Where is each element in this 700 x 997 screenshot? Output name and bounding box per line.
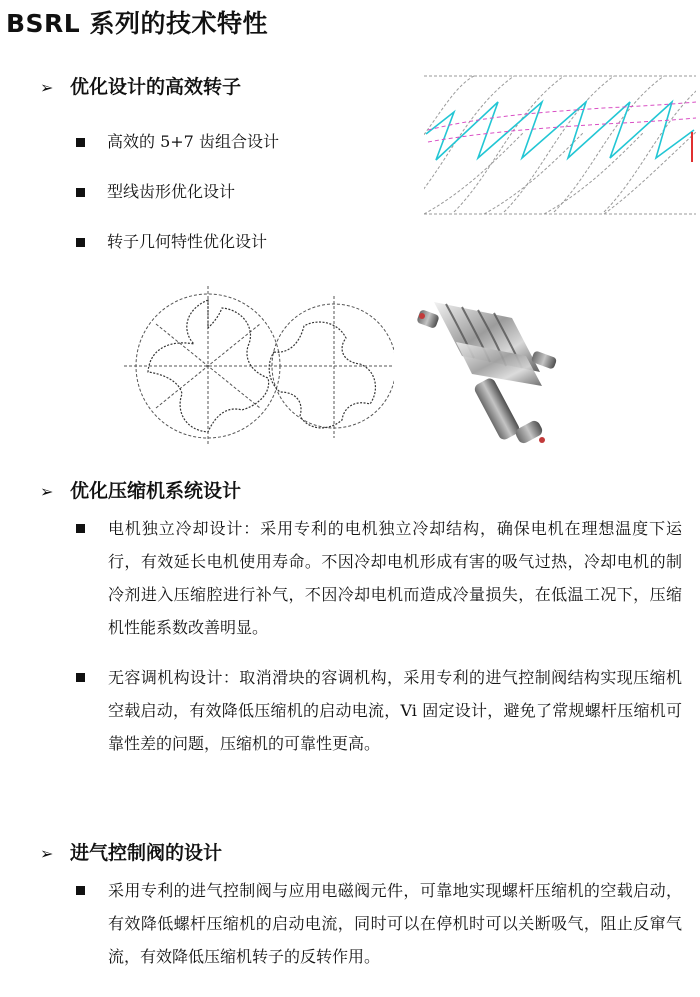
screw-rotor-photo	[416, 282, 562, 454]
square-bullet-icon	[76, 524, 85, 533]
square-bullet-icon	[76, 673, 85, 682]
paragraph-motor-cooling: 电机独立冷却设计：采用专利的电机独立冷却结构，确保电机在理想温度下运行，有效延长电机使用寿命。不因冷却电机形成有害的吸气过热，冷却电机的制冷剂进入压缩腔进行补气，不因冷却电机而造成冷量损失，在低温工况下，压缩机性能系数改善明显。	[76, 512, 682, 644]
arrow-bullet-icon: ➢	[40, 844, 54, 863]
rotor-helix-figure	[424, 72, 696, 218]
square-bullet-icon	[76, 886, 85, 895]
page-title: BSRL 系列的技术特性	[6, 9, 268, 38]
square-bullet-icon	[76, 238, 85, 247]
paragraph-intake-valve: 采用专利的进气控制阀与应用电磁阀元件，可靠地实现螺杆压缩机的空载启动，有效降低螺杆压缩机的启动电流，同时可以在停机时可以关断吸气，阻止反窜气流，有效降低压缩机转子的反转作用。	[76, 874, 682, 973]
paragraph-no-capacity-regulation: 无容调机构设计：取消滑块的容调机构，采用专利的进气控制阀结构实现压缩机空载启动，有效降低压缩机的启动电流，Vi 固定设计，避免了常规螺杆压缩机可靠性差的问题，压缩机的可靠性更高。	[76, 661, 682, 760]
section-heading-intake-valve: ➢ 进气控制阀的设计	[40, 842, 223, 864]
list-item: 高效的 5+7 齿组合设计	[76, 129, 279, 152]
arrow-bullet-icon: ➢	[40, 78, 54, 97]
square-bullet-icon	[76, 138, 85, 147]
section-heading-rotor: ➢ 优化设计的高效转子	[40, 76, 242, 98]
section-heading-system: ➢ 优化压缩机系统设计	[40, 480, 242, 502]
arrow-bullet-icon: ➢	[40, 482, 54, 501]
square-bullet-icon	[76, 188, 85, 197]
list-item: 转子几何特性优化设计	[76, 229, 267, 252]
rotor-cross-section-figure	[124, 282, 394, 450]
list-item: 型线齿形优化设计	[76, 179, 235, 202]
